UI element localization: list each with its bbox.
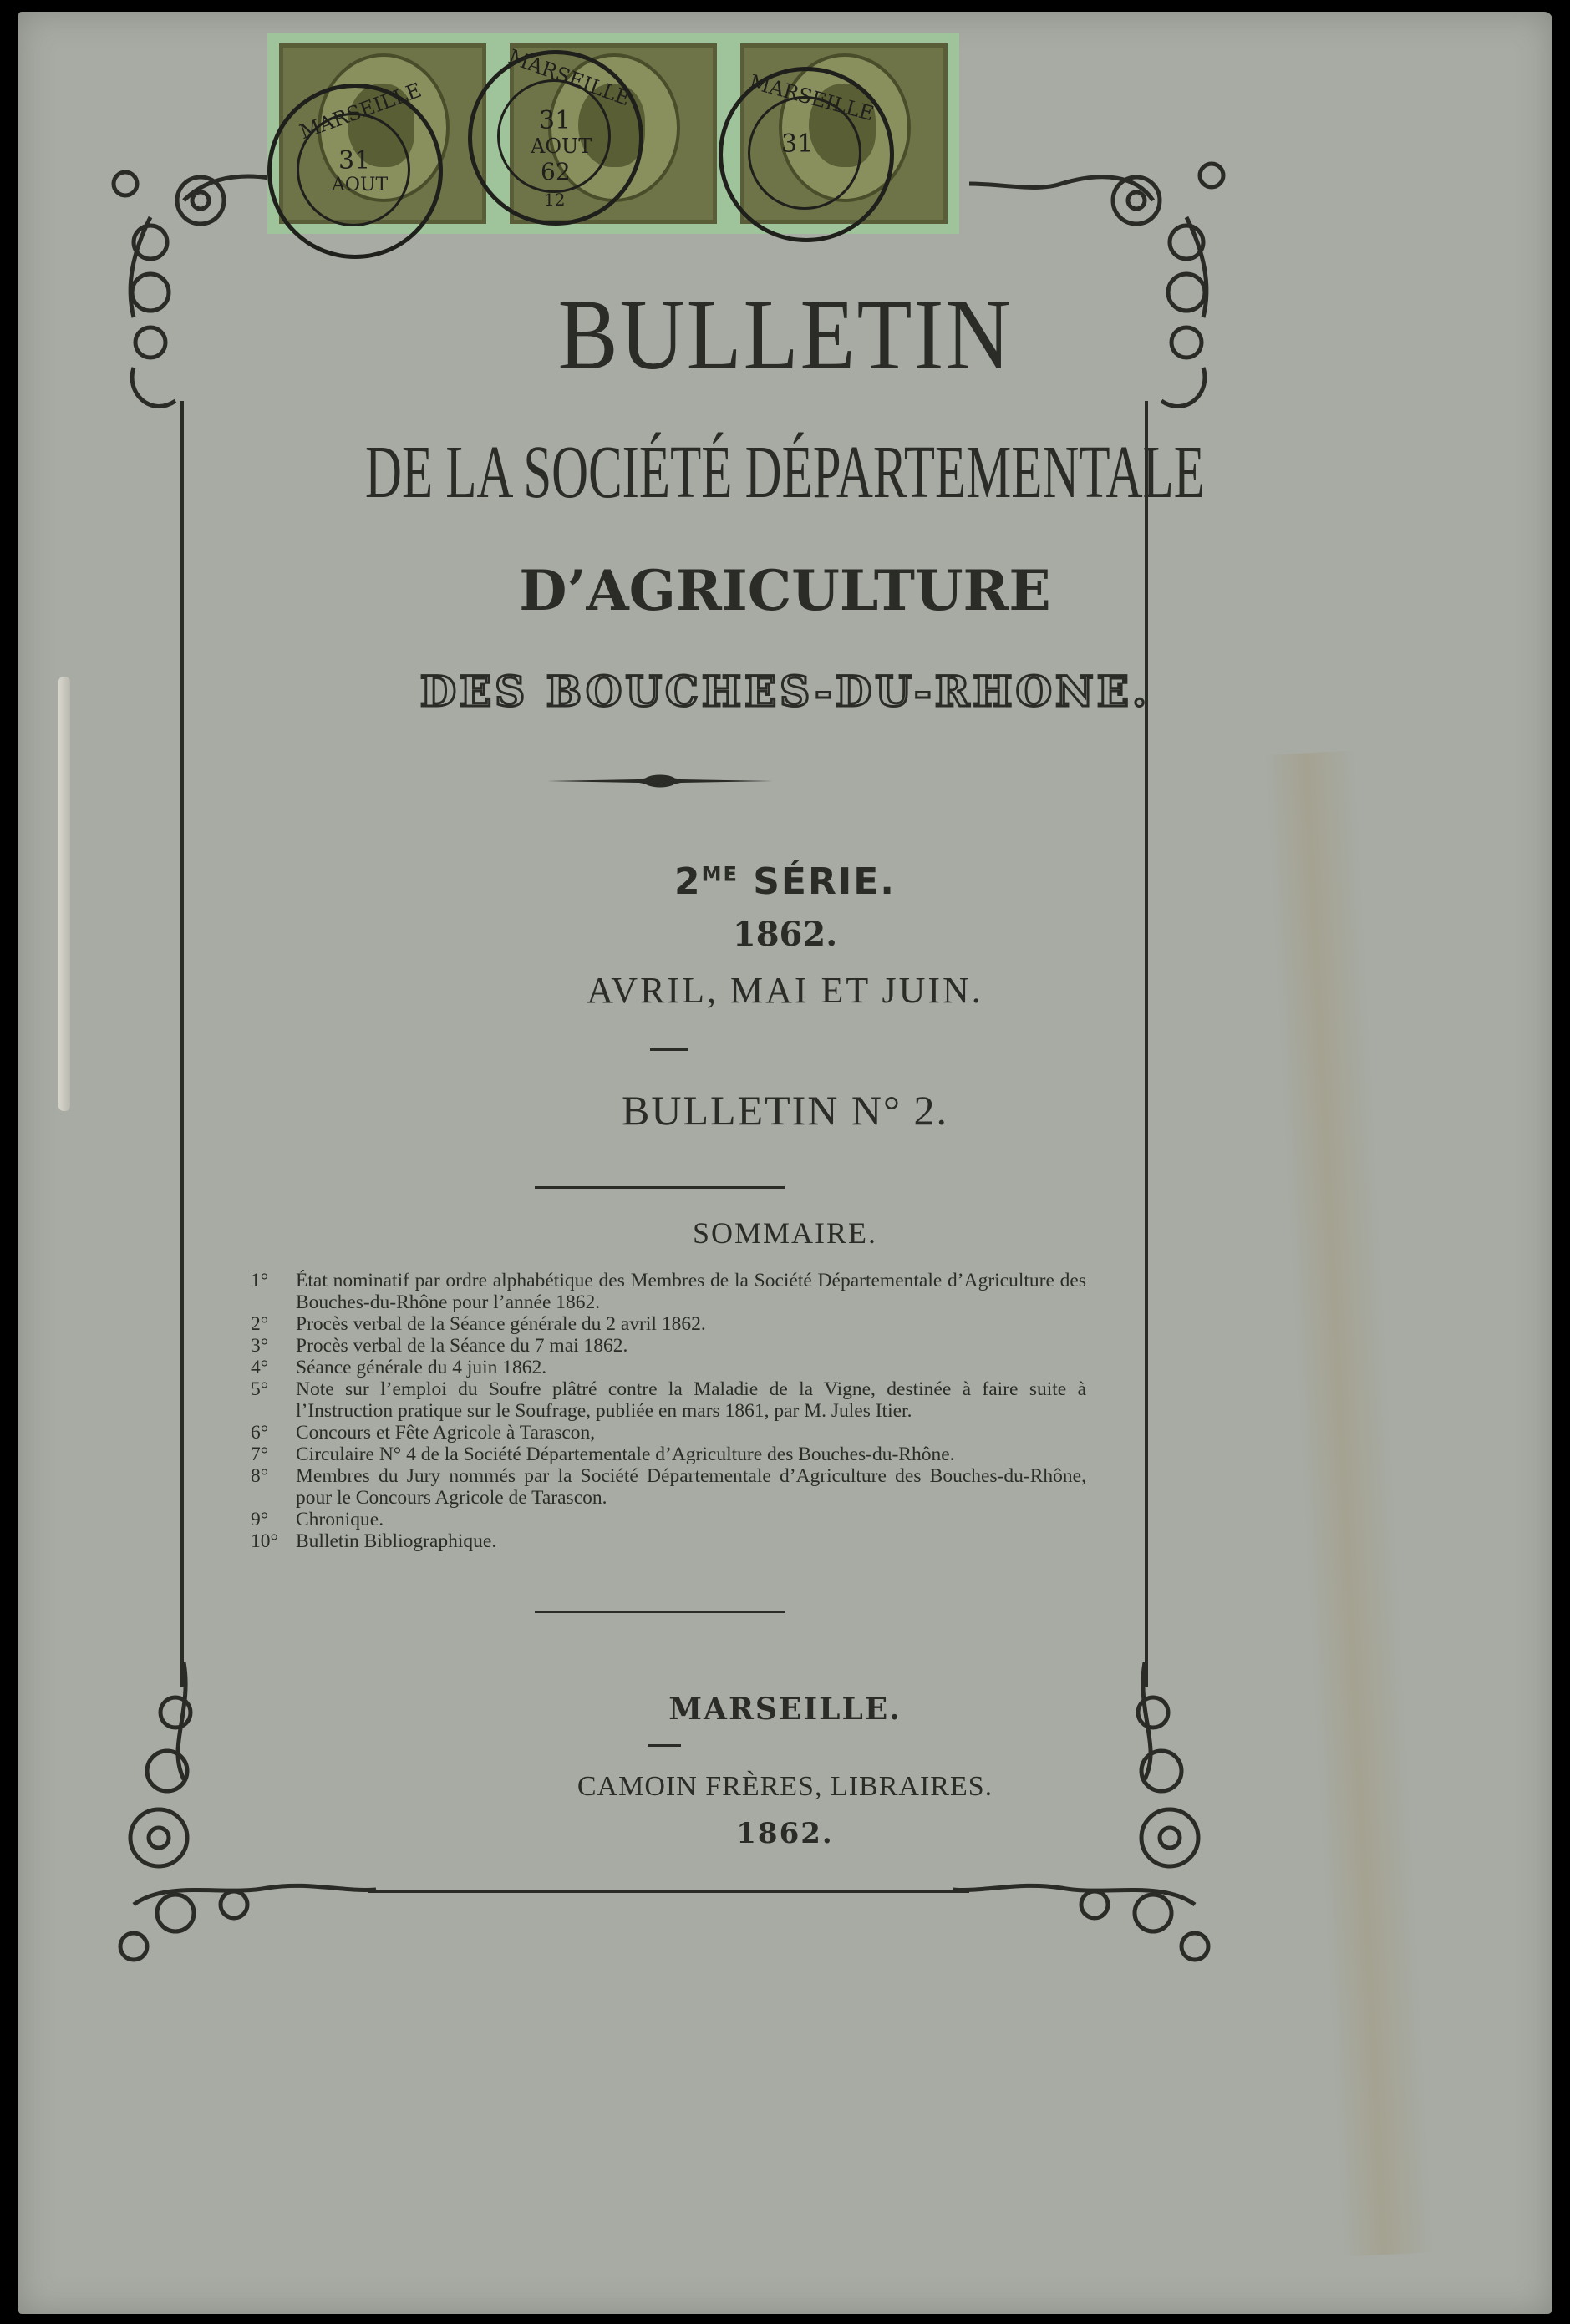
postmark-month: AOUT xyxy=(332,175,389,195)
toc-item-number: 5° xyxy=(251,1378,269,1400)
toc-item-text: Concours et Fête Agricole à Tarascon, xyxy=(296,1422,596,1444)
toc-item xyxy=(251,1465,1086,1509)
toc-item-number: 4° xyxy=(251,1357,269,1378)
toc-item xyxy=(251,1313,1086,1335)
toc-item xyxy=(251,1357,1086,1378)
imprint-city: MARSEILLE. xyxy=(668,1692,902,1727)
imprint-divider xyxy=(648,1744,681,1747)
cover-subtitle-society: DE LA SOCIÉTÉ DÉPARTEMENTALE xyxy=(365,429,1205,514)
postmark-year: 62 xyxy=(541,158,571,185)
toc-item xyxy=(251,1422,1086,1444)
toc-item-number: 1° xyxy=(251,1270,269,1291)
toc-item xyxy=(251,1530,1086,1552)
toc-item xyxy=(251,1335,1086,1357)
series-superscript: ME xyxy=(701,862,739,886)
toc-item xyxy=(251,1509,1086,1530)
toc-item-text: État nominatif par ordre alphabétique des Membres de la Société Départementale d’Agriculture des Bouches-du-Rhône pour l’année 1862. xyxy=(296,1270,1086,1313)
series-word: SÉRIE. xyxy=(738,860,896,903)
postmark-month: AOUT xyxy=(531,134,592,158)
series-number: 2 xyxy=(674,860,702,903)
toc-item-number: 3° xyxy=(251,1335,269,1357)
sommaire-bottom-rule xyxy=(535,1611,785,1613)
postmark-city: MARSEILLE xyxy=(505,44,633,111)
postage-stamps-strip xyxy=(267,33,961,234)
postmark-day: 31 xyxy=(539,106,572,135)
sommaire-top-rule xyxy=(535,1186,785,1189)
toc-item-number: 10° xyxy=(251,1530,278,1552)
postmark-code: 12 xyxy=(544,190,566,210)
publication-months: AVRIL, MAI ET JUIN. xyxy=(587,970,983,1011)
postmark-day: 31 xyxy=(781,129,814,159)
toc-item-text: Procès verbal de la Séance du 7 mai 1862. xyxy=(296,1335,628,1357)
table-of-contents xyxy=(251,1270,1086,1552)
toc-item xyxy=(251,1444,1086,1465)
series-label xyxy=(0,860,1570,903)
toc-item-text: Circulaire N° 4 de la Société Départementale d’Agriculture des Bouches-du-Rhône. xyxy=(296,1444,955,1465)
short-divider xyxy=(650,1048,688,1051)
bulletin-number: BULLETIN N° 2. xyxy=(622,1087,948,1134)
cover-subtitle-region: DES BOUCHES-DU-RHONE. xyxy=(419,667,1151,716)
postmark-cancel xyxy=(719,67,894,242)
toc-item-number: 7° xyxy=(251,1444,269,1465)
title-divider-ornament xyxy=(547,769,773,794)
toc-item-text: Membres du Jury nommés par la Société Départementale d’Agriculture des Bouches-du-Rhône, pour le Concours Agricole de Tarascon. xyxy=(296,1465,1086,1509)
postmark-cancel xyxy=(468,44,643,226)
imprint-year: 1862. xyxy=(736,1817,834,1850)
frame-bottom-line xyxy=(368,1890,969,1893)
toc-item-number: 8° xyxy=(251,1465,269,1487)
toc-item-text: Séance générale du 4 juin 1862. xyxy=(296,1357,547,1378)
postmark-day: 31 xyxy=(338,146,371,175)
cover-title: BULLETIN xyxy=(557,279,1013,392)
postmark-city: MARSEILLE xyxy=(746,69,876,126)
sommaire-heading: SOMMAIRE. xyxy=(692,1216,878,1250)
toc-item-text: Chronique. xyxy=(296,1509,384,1530)
toc-item-text: Bulletin Bibliographique. xyxy=(296,1530,497,1552)
postmark-city: MARSEILLE xyxy=(296,78,424,145)
cover-subtitle-agriculture: D’AGRICULTURE xyxy=(519,558,1051,623)
postmark-cancel xyxy=(267,78,443,259)
toc-item xyxy=(251,1378,1086,1422)
imprint-publisher: CAMOIN FRÈRES, LIBRAIRES. xyxy=(577,1771,993,1802)
toc-item xyxy=(251,1270,1086,1313)
toc-item-text: Note sur l’emploi du Soufre plâtré contre la Maladie de la Vigne, destinée à faire suite à l’Instruction pratique sur le Soufrage, publiée en mars 1861, par M. Jules Itier. xyxy=(296,1378,1086,1422)
toc-item-number: 6° xyxy=(251,1422,269,1444)
toc-item-text: Procès verbal de la Séance générale du 2 avril 1862. xyxy=(296,1313,706,1335)
toc-item-number: 9° xyxy=(251,1509,269,1530)
toc-item-number: 2° xyxy=(251,1313,269,1335)
publication-year: 1862. xyxy=(732,915,838,954)
